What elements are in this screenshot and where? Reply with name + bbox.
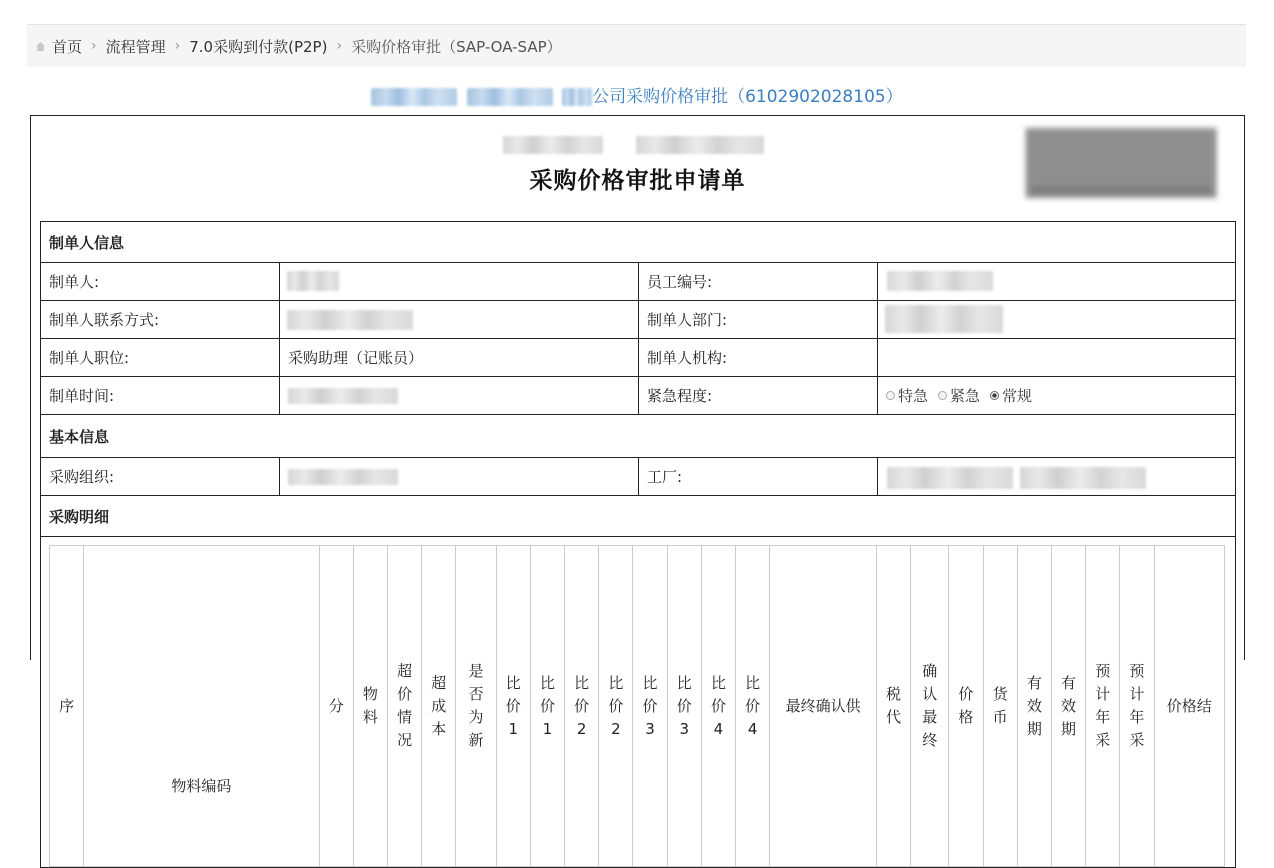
department-value [878,301,1236,339]
column-header: 超成本 [422,546,456,867]
department-label: 制单人部门: [639,301,878,339]
column-header: 分 [319,546,353,867]
column-header: 比价2 [565,546,599,867]
chevron-right-icon: › [336,38,343,54]
chevron-right-icon: › [91,38,97,54]
section-purchase-detail: 采购明细 [41,496,1236,537]
position-label: 制单人职位: [41,339,280,377]
column-header: 比价2 [599,546,633,867]
creator-value [280,263,639,301]
radio-icon [886,391,895,400]
redacted-company-header [503,136,603,154]
contact-value [280,301,639,339]
org-value [878,339,1236,377]
breadcrumb-current: 采购价格审批（SAP-OA-SAP） [351,37,562,56]
barcode-number [1031,186,1211,194]
detail-container [41,537,1236,868]
radio-icon [938,391,947,400]
detail-header-row [50,546,1225,867]
form-heading [0,82,1274,107]
breadcrumb-home[interactable]: 首页 [52,37,83,56]
column-header: 比价4 [701,546,735,867]
column-header: 预计年采 [1086,546,1120,867]
column-header: 比价4 [736,546,770,867]
column-header: 序 [50,546,84,867]
radio-normal[interactable]: 常规 [990,385,1032,406]
redacted-time [288,388,398,404]
factory-label: 工厂: [639,458,878,496]
creator-label: 制单人: [41,263,280,301]
column-header: 比价3 [667,546,701,867]
form-document [30,115,1245,795]
info-table [40,221,1236,868]
redacted-creator-name [287,271,339,291]
position-value: 采购助理（记账员） [280,339,639,377]
form-heading-text: 公司采购价格审批（6102902028105） [592,87,903,107]
column-header: 比价3 [633,546,667,867]
purchase-org-value [280,458,639,496]
redacted-factory [887,467,1013,489]
urgency-value [878,377,1236,415]
contact-label: 制单人联系方式: [41,301,280,339]
redacted-employee-no [887,271,993,291]
radio-urgent-special[interactable]: 特急 [886,385,928,406]
radio-checked-icon [990,391,999,400]
column-header: 物料编码 [84,546,319,867]
urgency-label: 紧急程度: [639,377,878,415]
breadcrumb [27,24,1246,67]
column-header: 比价1 [496,546,530,867]
column-header: 比价1 [530,546,564,867]
column-header: 有效期 [1017,546,1051,867]
section-basic-info: 基本信息 [41,415,1236,458]
column-header: 物料 [353,546,387,867]
radio-urgent[interactable]: 紧急 [938,385,980,406]
urgency-radio-group [886,385,1235,406]
redacted-department [885,305,1003,333]
time-value [280,377,639,415]
detail-table [49,545,1225,867]
redacted-company-header [636,136,764,154]
breadcrumb-p2p[interactable]: 7.0采购到付款(P2P) [189,37,328,56]
redacted-company-name [371,88,457,106]
redacted-purchase-org [288,469,398,485]
redacted-company-name [562,88,592,106]
section-creator-info: 制单人信息 [41,222,1236,263]
column-header: 最终确认供 [770,546,877,867]
breadcrumb-process-management[interactable]: 流程管理 [105,37,166,56]
column-header: 有效期 [1051,546,1085,867]
column-header: 税代 [876,546,910,867]
chevron-right-icon: › [174,38,181,54]
column-header: 货币 [983,546,1017,867]
home-icon [35,41,46,52]
purchase-org-label: 采购组织: [41,458,280,496]
time-label: 制单时间: [41,377,280,415]
column-header: 价格 [949,546,983,867]
employee-no-value [878,263,1236,301]
redacted-factory [1020,467,1146,489]
redacted-company-name [467,88,553,106]
employee-no-label: 员工编号: [639,263,878,301]
column-header: 确认最终 [911,546,949,867]
factory-value [878,458,1236,496]
column-header: 价格结 [1154,546,1224,867]
redacted-contact [287,310,413,330]
document-title: 采购价格审批申请单 [529,168,746,194]
column-header: 是否为新 [456,546,496,867]
org-label: 制单人机构: [639,339,878,377]
column-header: 预计年采 [1120,546,1154,867]
column-header: 超价情况 [388,546,422,867]
